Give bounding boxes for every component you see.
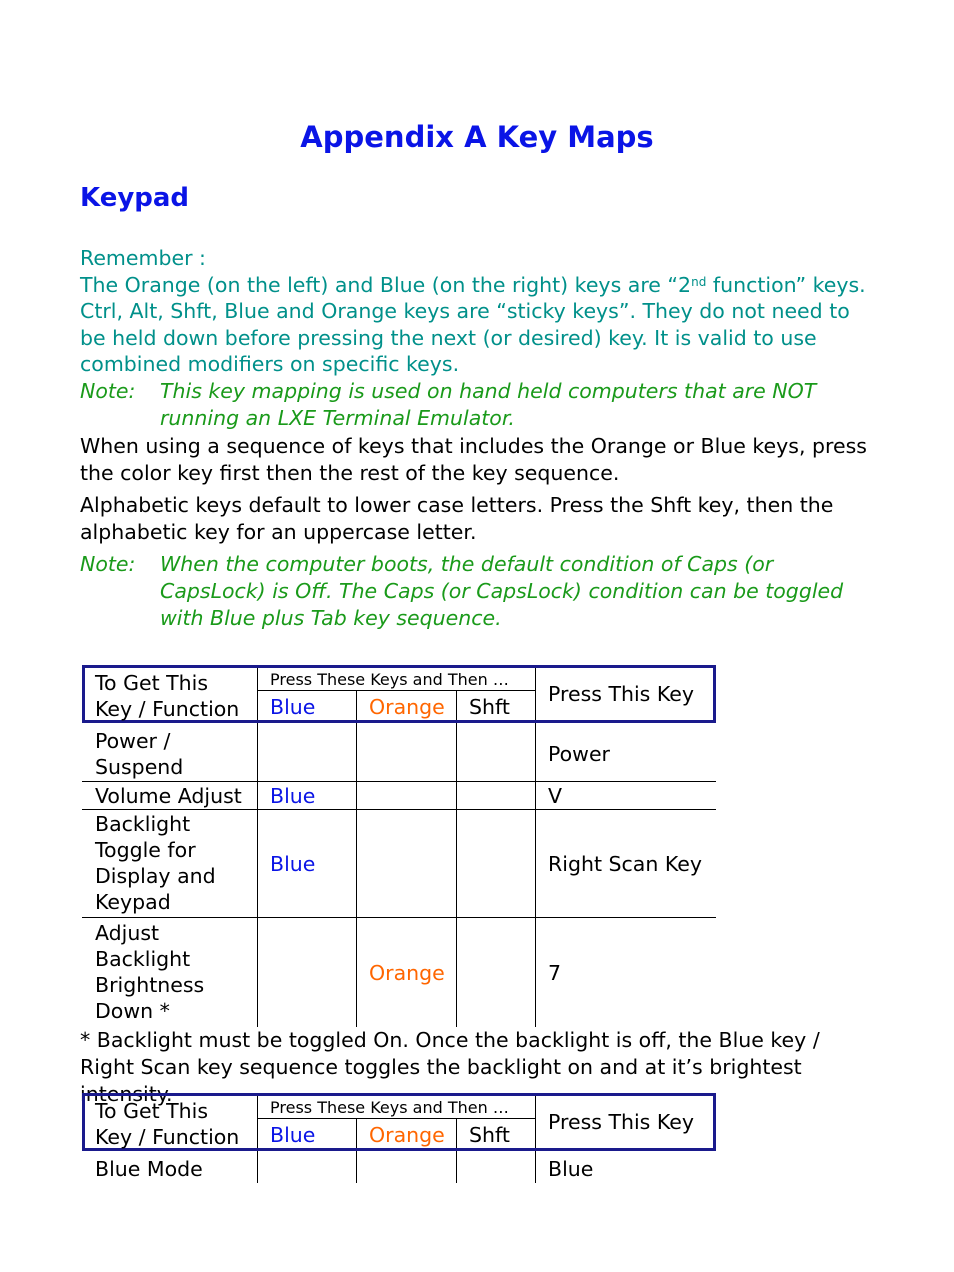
- footnote: * Backlight must be toggled On. Once the backlight is off, the Blue key / Right Scan key sequence toggles the backlight on and at it’s brightest intensity.: [80, 1028, 820, 1106]
- header-function-col: [95, 670, 239, 722]
- function-text: Display and: [95, 864, 216, 888]
- header-orange: Orange: [369, 1123, 445, 1147]
- table-row-key: V: [548, 784, 563, 808]
- table-row-function: [95, 920, 204, 1024]
- header-press-these: Press These Keys and Then …: [270, 1098, 509, 1117]
- table-row-key: 7: [548, 961, 562, 985]
- key-map-table-1: [82, 665, 716, 1027]
- header-press-this-key: Press This Key: [548, 1110, 695, 1134]
- header-press-this-key: Press This Key: [548, 682, 695, 706]
- function-text: Power /: [95, 729, 171, 753]
- header-function-line1: To Get This: [95, 1099, 209, 1123]
- function-text: Toggle for: [95, 838, 196, 862]
- note-2-text: When the computer boots, the default condition of Caps (or CapsLock) is Off. The Caps (or CapsLock) condition can be toggled with Blue plus Tab key sequence.: [160, 552, 844, 630]
- remember-line1-end: function” keys.: [706, 272, 866, 297]
- paragraph-alphabetic: Alphabetic keys default to lower case letters. Press the Shft key, then the alphabetic key for an uppercase letter.: [80, 493, 834, 544]
- note-1-text: This key mapping is used on hand held computers that are NOT running an LXE Terminal Emulator.: [160, 379, 817, 430]
- remember-body: Ctrl, Alt, Shft, Blue and Orange keys are “sticky keys”. They do not need to be held down before pressing the next (or desired) key. It is valid to use combined modifiers on specific keys.: [80, 299, 850, 376]
- function-text: Down *: [95, 999, 170, 1023]
- table-row-key: Right Scan Key: [548, 852, 703, 876]
- note-1: [80, 378, 880, 432]
- header-function-col: [95, 1098, 239, 1150]
- function-text: Keypad: [95, 890, 171, 914]
- superscript-nd: nd: [691, 274, 707, 289]
- table-row-key: Blue: [548, 1157, 594, 1181]
- remember-line1: [80, 272, 880, 299]
- page-title: Appendix A Key Maps: [300, 120, 654, 154]
- header-function-line1: To Get This: [95, 671, 209, 695]
- key-map-table-2: [82, 1093, 716, 1183]
- header-press-these: Press These Keys and Then …: [270, 670, 509, 689]
- header-blue: Blue: [270, 695, 316, 719]
- function-text: Backlight: [95, 947, 191, 971]
- note-2: [80, 551, 880, 633]
- table-row-function: [95, 811, 216, 915]
- table-row-function: Blue Mode: [95, 1157, 203, 1181]
- table-row-blue: Blue: [270, 852, 316, 876]
- table-row-orange: Orange: [369, 961, 445, 985]
- table-row-blue: Blue: [270, 784, 316, 808]
- note-2-label: Note:: [80, 552, 136, 576]
- function-text: Suspend: [95, 755, 184, 779]
- function-text: Adjust: [95, 921, 160, 945]
- header-function-line2: Key / Function: [95, 1125, 240, 1149]
- paragraph-color-key: When using a sequence of keys that includes the Orange or Blue keys, press the color key first then the rest of the key sequence.: [80, 434, 867, 485]
- header-function-line2: Key / Function: [95, 697, 240, 721]
- header-blue: Blue: [270, 1123, 316, 1147]
- section-heading: Keypad: [80, 183, 190, 213]
- header-orange: Orange: [369, 695, 445, 719]
- function-text: Backlight: [95, 812, 191, 836]
- remember-line1-text: The Orange (on the left) and Blue (on the right) keys are “2: [80, 272, 692, 297]
- remember-block: [80, 245, 880, 378]
- table-row-function: [95, 728, 183, 780]
- header-shft: Shft: [469, 1123, 510, 1147]
- table-row-function: Volume Adjust: [95, 784, 242, 808]
- remember-label: Remember :: [80, 246, 206, 270]
- table-row-key: Power: [548, 742, 610, 766]
- note-1-label: Note:: [80, 379, 136, 403]
- function-text: Brightness: [95, 973, 205, 997]
- header-shft: Shft: [469, 695, 510, 719]
